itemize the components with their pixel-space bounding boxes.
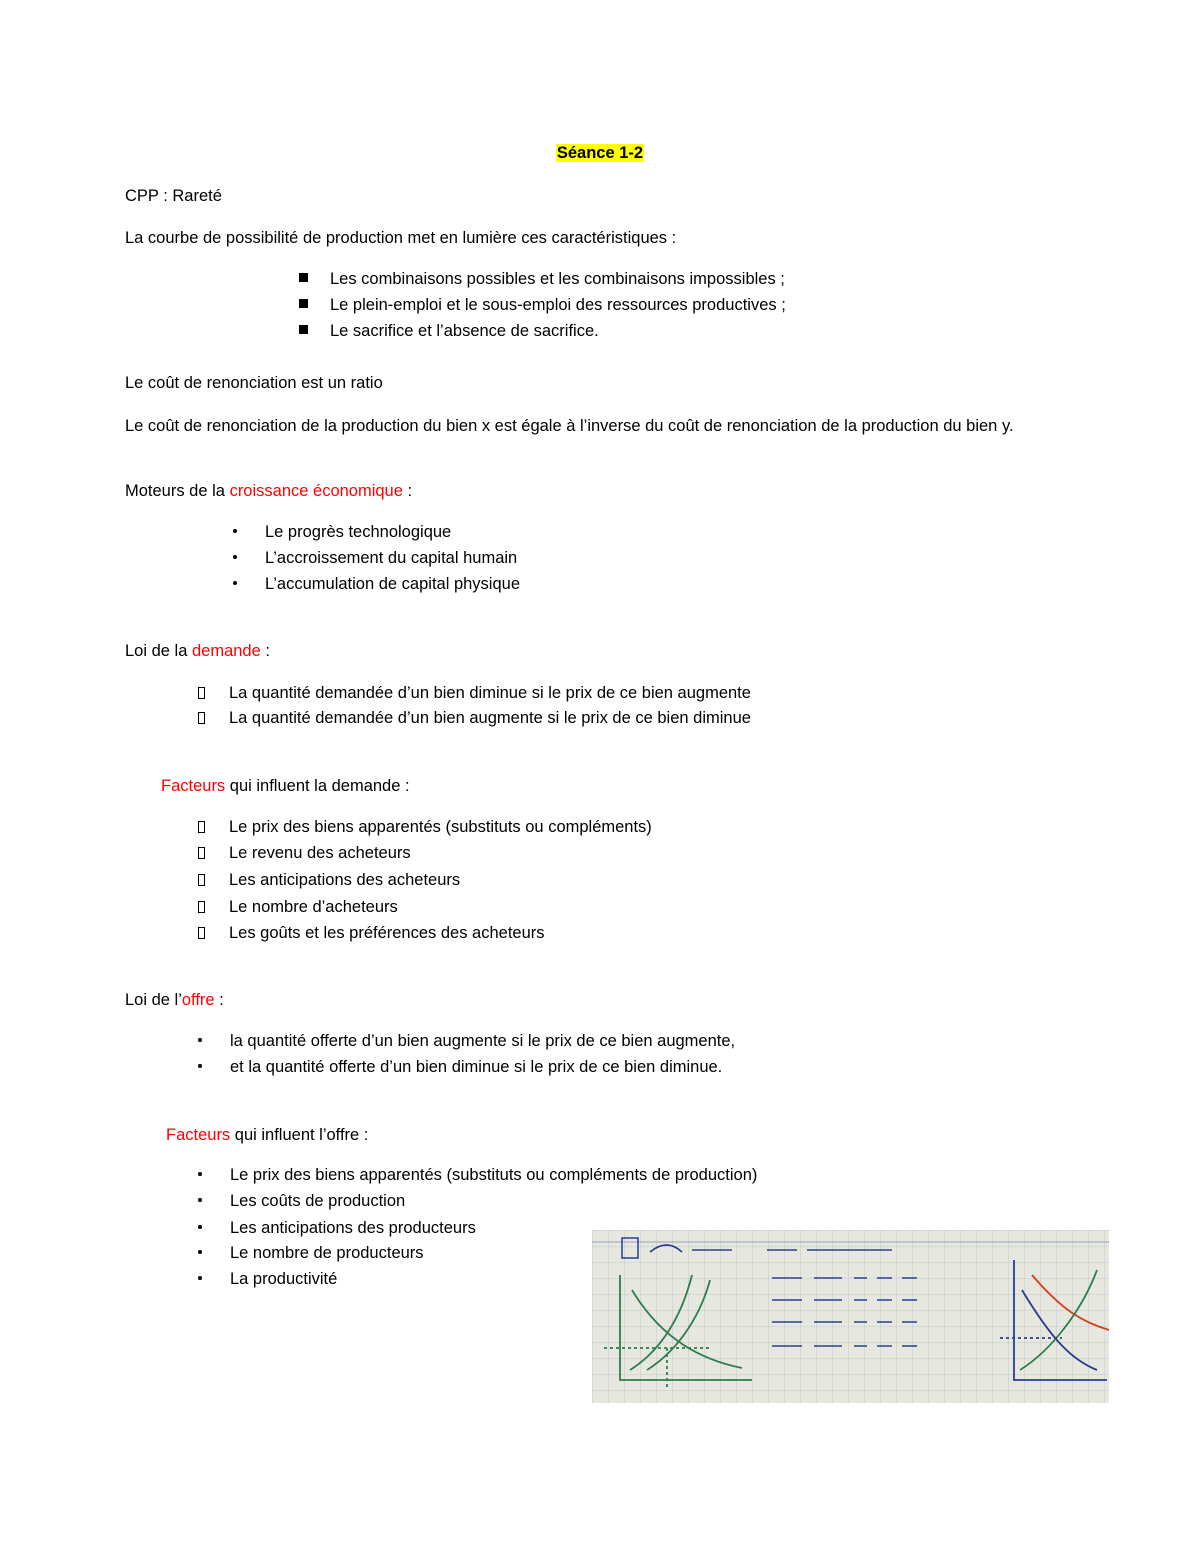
heading-moteurs: Moteurs de la croissance économique : — [125, 482, 413, 500]
list-item: La quantité demandée d’un bien augmente si le prix de ce bien diminue — [198, 708, 751, 729]
square-bullet-icon — [299, 299, 308, 308]
list-item: Le nombre d’acheteurs — [198, 897, 398, 918]
heading-facteurs-offre: Facteurs qui influent l’offre : — [166, 1126, 369, 1144]
square-bullet-icon — [299, 325, 308, 334]
heading-loi-demande: Loi de la demande : — [125, 642, 270, 660]
dot-bullet-icon — [198, 1276, 202, 1280]
list-item: Le progrès technologique — [233, 522, 451, 543]
dot-bullet-icon — [198, 1064, 202, 1068]
list-item: Le sacrifice et l’absence de sacrifice. — [299, 321, 599, 342]
handwritten-notes-photo — [592, 1230, 1109, 1403]
list-item: et la quantité offerte d’un bien diminue si le prix de ce bien diminue. — [198, 1057, 722, 1078]
dot-bullet-icon — [198, 1250, 202, 1254]
list-item: Les anticipations des acheteurs — [198, 870, 460, 891]
list-item: Le prix des biens apparentés (substituts ou compléments de production) — [198, 1165, 757, 1186]
heading-facteurs-demande: Facteurs qui influent la demande : — [161, 777, 410, 795]
cout-ratio: Le coût de renonciation est un ratio — [125, 374, 383, 392]
list-item: Les coûts de production — [198, 1191, 405, 1212]
list-item: la quantité offerte d’un bien augmente si le prix de ce bien augmente, — [198, 1031, 735, 1052]
notebook-sketch — [592, 1230, 1109, 1403]
dot-bullet-icon — [198, 1225, 202, 1229]
section-cpp: CPP : Rareté — [125, 187, 222, 205]
list-item: Le plein-emploi et le sous-emploi des ressources productives ; — [299, 295, 786, 316]
heading-loi-offre: Loi de l’offre : — [125, 991, 224, 1009]
dot-bullet-icon — [198, 1172, 202, 1176]
cout-inverse: Le coût de renonciation de la production du bien x est égale à l’inverse du coût de renonciation de la production du bien y. — [125, 417, 1014, 435]
square-bullet-icon — [299, 273, 308, 282]
cpp-intro: La courbe de possibilité de production met en lumière ces caractéristiques : — [125, 229, 677, 247]
list-item: L’accroissement du capital humain — [233, 548, 517, 569]
list-item: Le prix des biens apparentés (substituts ou compléments) — [198, 817, 652, 838]
box-bullet-icon — [198, 821, 205, 833]
dot-bullet-icon — [233, 529, 237, 533]
page-title: Séance 1-2 — [556, 144, 644, 162]
list-item: Les anticipations des producteurs — [198, 1218, 476, 1239]
list-item: La productivité — [198, 1269, 337, 1290]
box-bullet-icon — [198, 847, 205, 859]
dot-bullet-icon — [233, 581, 237, 585]
dot-bullet-icon — [233, 555, 237, 559]
list-item: Le nombre de producteurs — [198, 1243, 424, 1264]
box-bullet-icon — [198, 874, 205, 886]
box-bullet-icon — [198, 712, 205, 724]
dot-bullet-icon — [198, 1198, 202, 1202]
dot-bullet-icon — [198, 1038, 202, 1042]
list-item: La quantité demandée d’un bien diminue si le prix de ce bien augmente — [198, 683, 751, 704]
list-item: L’accumulation de capital physique — [233, 574, 520, 595]
list-item: Les combinaisons possibles et les combinaisons impossibles ; — [299, 269, 785, 290]
list-item: Le revenu des acheteurs — [198, 843, 411, 864]
box-bullet-icon — [198, 901, 205, 913]
box-bullet-icon — [198, 687, 205, 699]
list-item: Les goûts et les préférences des acheteurs — [198, 923, 545, 944]
box-bullet-icon — [198, 927, 205, 939]
